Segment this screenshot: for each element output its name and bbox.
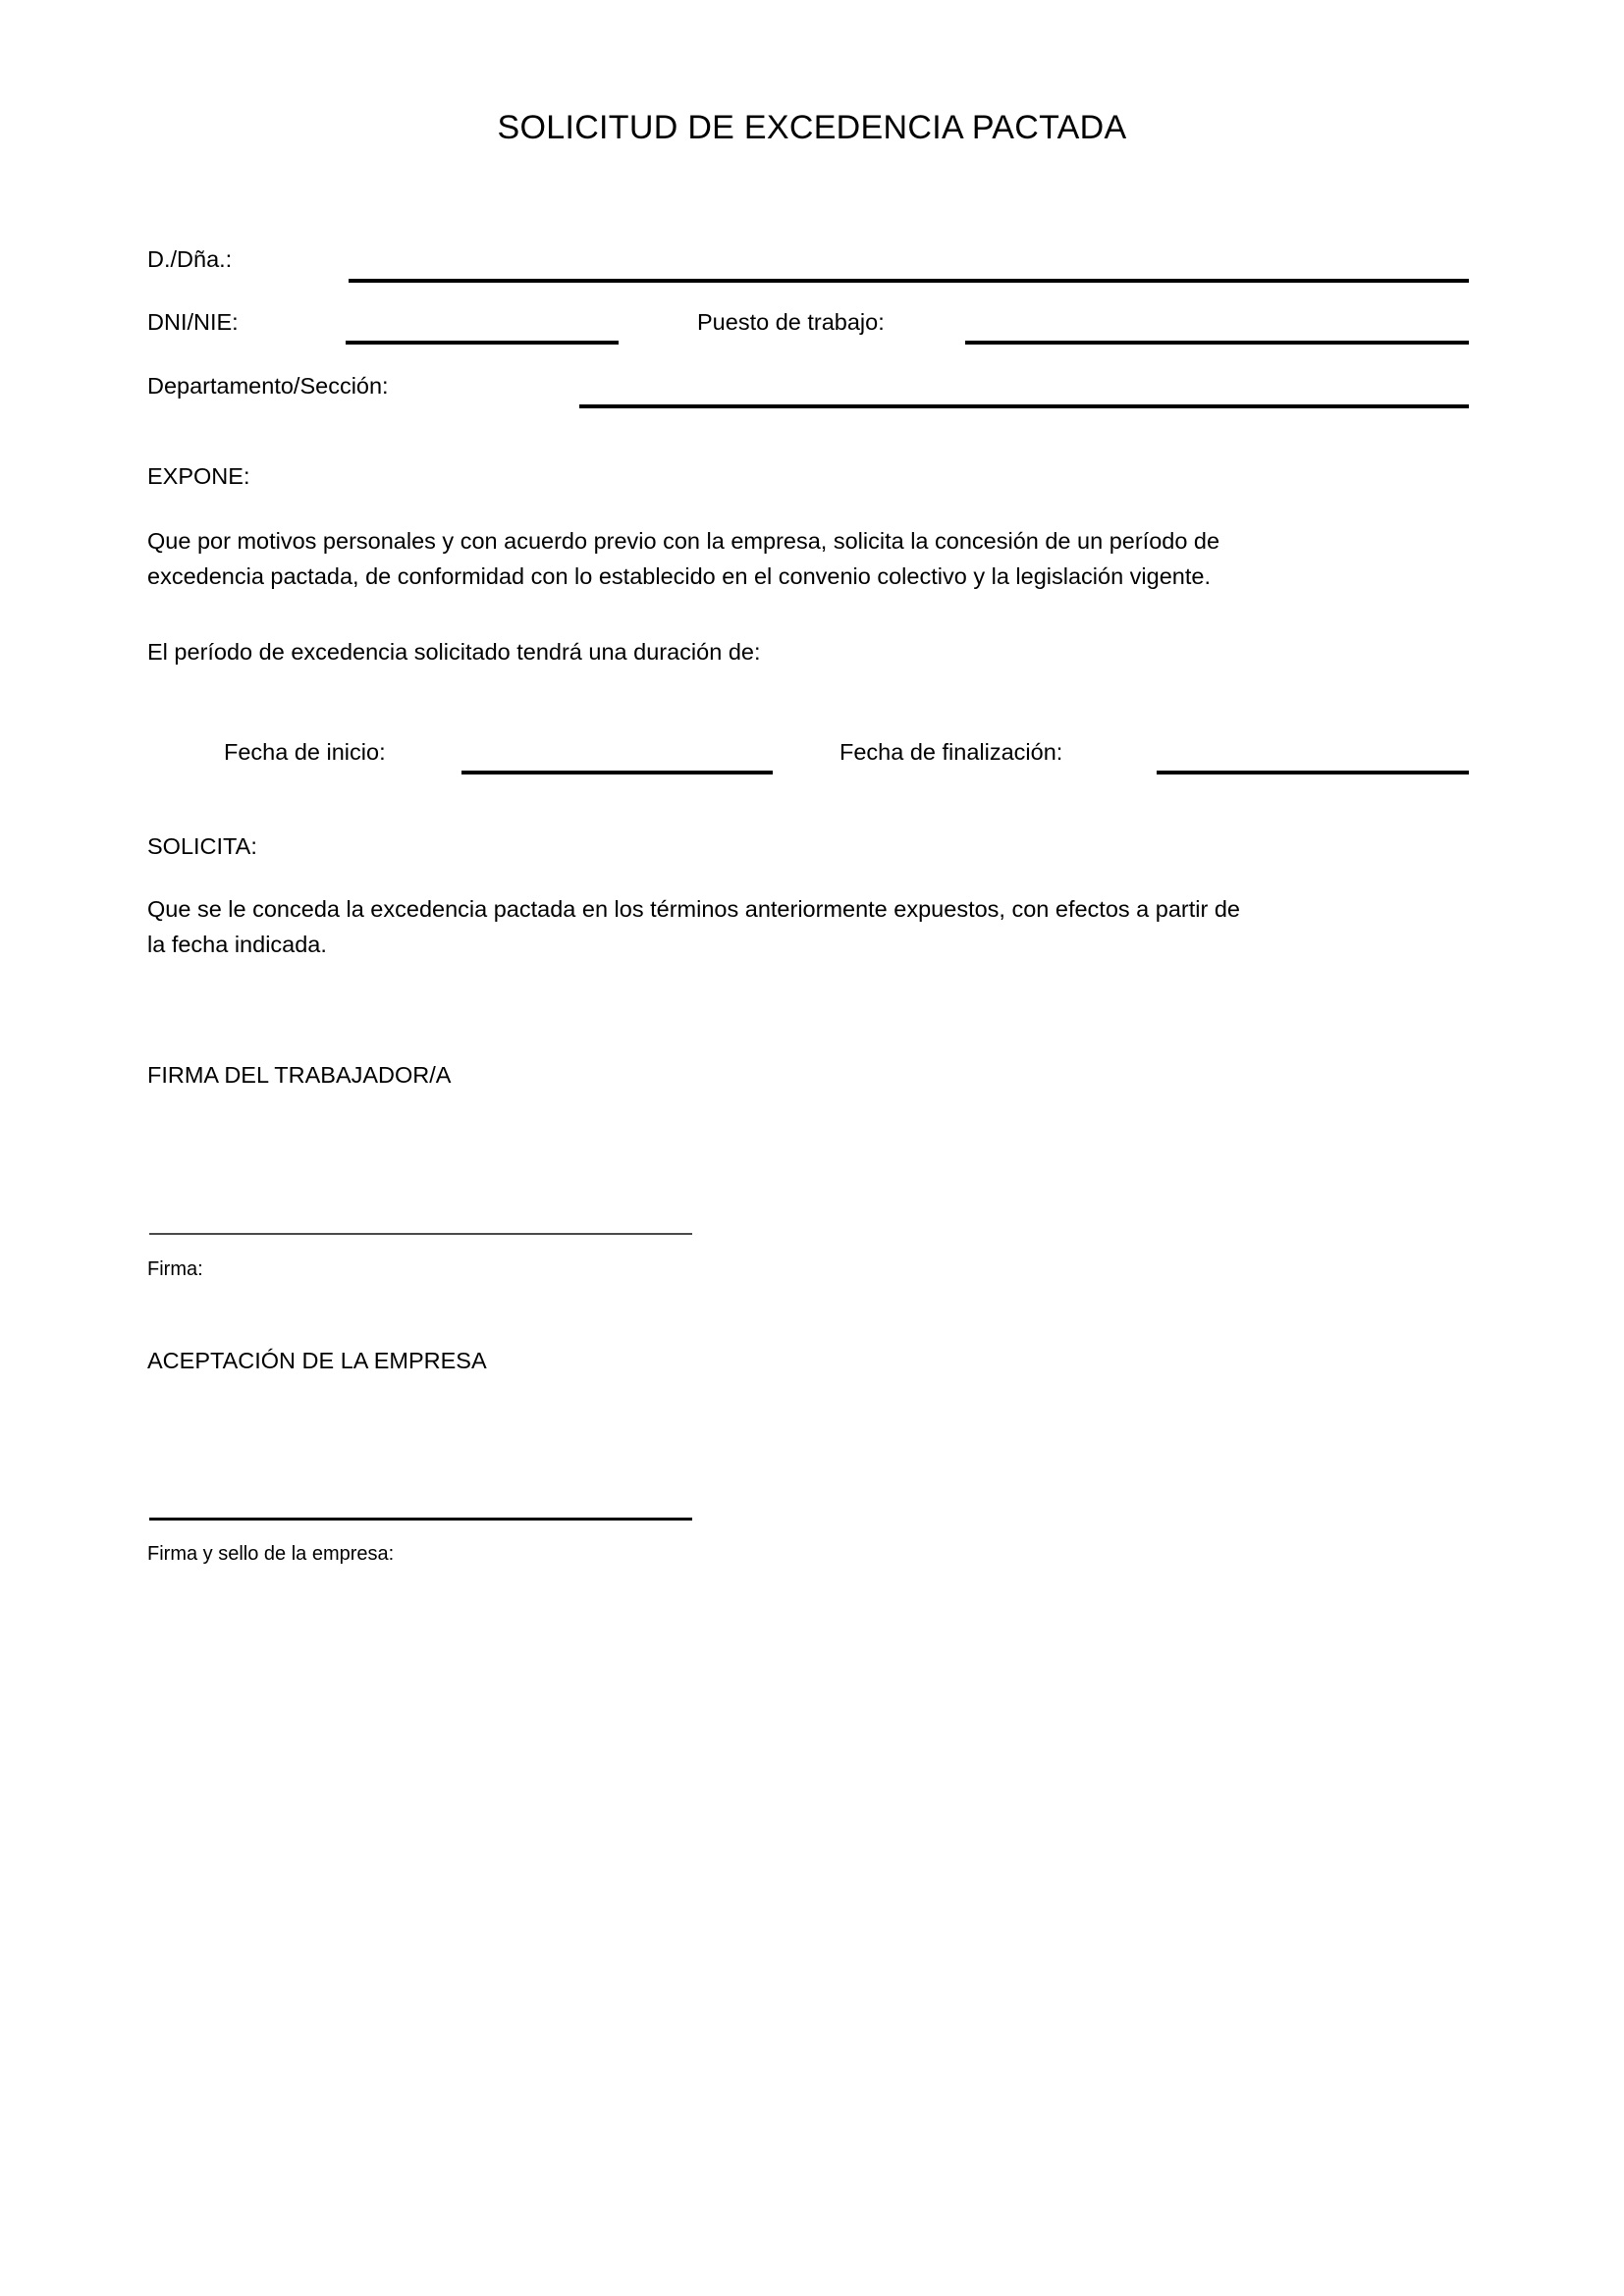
end-date-input-rule[interactable]	[1157, 771, 1469, 774]
department-field-label: Departamento/Sección:	[147, 373, 389, 399]
department-field-input-rule[interactable]	[579, 404, 1469, 408]
dni-field-input-rule[interactable]	[346, 341, 619, 345]
position-field-label: Puesto de trabajo:	[697, 309, 885, 335]
expone-heading: EXPONE:	[147, 463, 250, 489]
expone-body-line-1: Que por motivos personales y con acuerdo previo con la empresa, solicita la concesión de un período de	[147, 528, 1220, 554]
expone-body-line-2: excedencia pactada, de conformidad con lo establecido en el convenio colectivo y la legislación vigente.	[147, 563, 1211, 589]
solicita-heading: SOLICITA:	[147, 833, 257, 859]
solicita-body	[147, 891, 1483, 962]
name-field-input-rule[interactable]	[349, 279, 1469, 283]
start-date-input-rule[interactable]	[461, 771, 773, 774]
page-title: SOLICITUD DE EXCEDENCIA PACTADA	[497, 109, 1127, 146]
name-field-label: D./Dña.:	[147, 246, 233, 272]
start-date-label: Fecha de inicio:	[224, 739, 386, 765]
company-signature-rule[interactable]	[149, 1518, 692, 1521]
end-date-label: Fecha de finalización:	[839, 739, 1063, 765]
solicita-body-line-1: Que se le conceda la excedencia pactada en los términos anteriormente expuestos, con efectos a partir de	[147, 896, 1240, 922]
worker-signature-caption: Firma:	[147, 1258, 203, 1280]
dni-field-label: DNI/NIE:	[147, 309, 239, 335]
position-field-input-rule[interactable]	[965, 341, 1469, 345]
worker-signature-rule[interactable]	[149, 1233, 692, 1235]
solicita-body-line-2: la fecha indicada.	[147, 932, 327, 957]
worker-signature-heading: FIRMA DEL TRABAJADOR/A	[147, 1062, 452, 1088]
duration-intro-text: El período de excedencia solicitado tendrá una duración de:	[147, 639, 761, 665]
company-signature-caption: Firma y sello de la empresa:	[147, 1543, 395, 1565]
expone-body	[147, 523, 1483, 594]
company-acceptance-heading: ACEPTACIÓN DE LA EMPRESA	[147, 1348, 487, 1373]
